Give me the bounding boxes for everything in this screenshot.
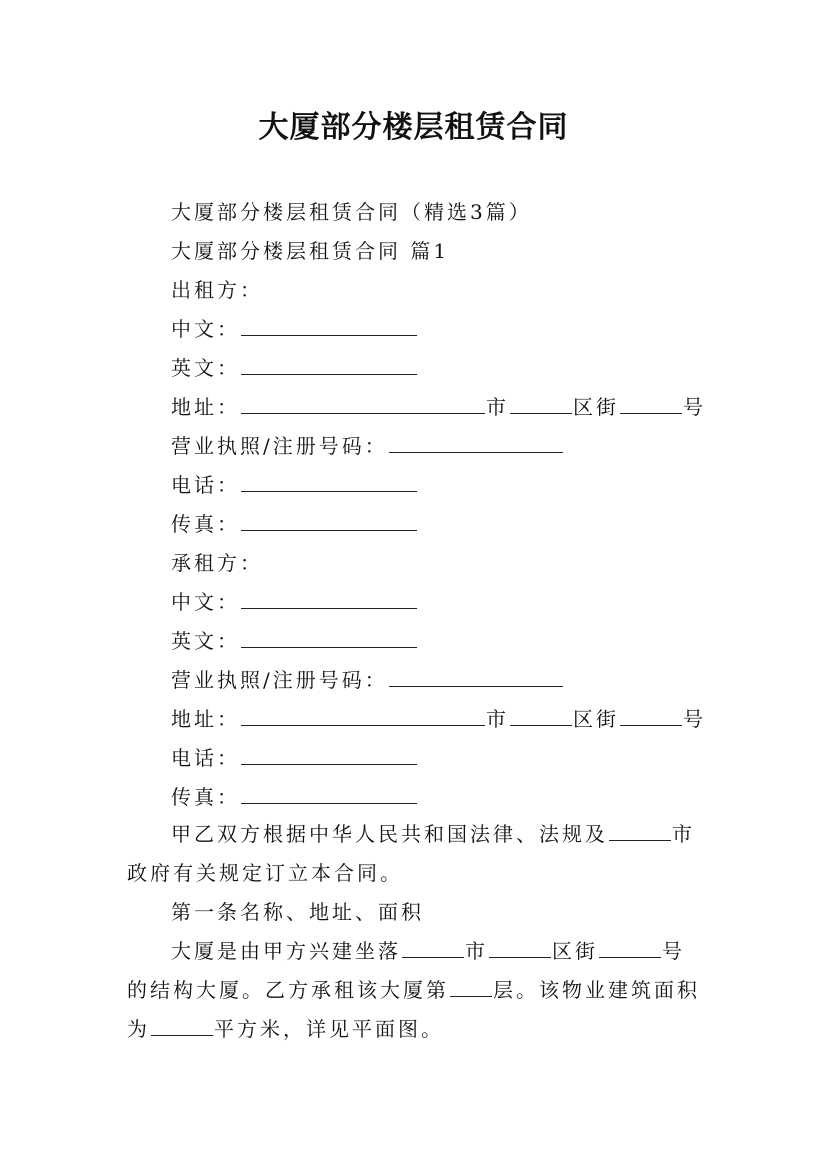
lessor-english-blank [241, 356, 417, 375]
lessee-district-label: 区街 [573, 707, 619, 731]
lessor-heading: 出租方： [171, 278, 263, 302]
document-title: 大厦部分楼层租赁合同 [258, 110, 569, 145]
article1-city-blank [402, 939, 464, 958]
lessor-address-label: 地址： [171, 395, 240, 419]
lessor-license-blank [389, 434, 563, 453]
article1-text-e: 层。该物业建筑面积为 [127, 978, 700, 1041]
article1-text-c: 区街 [552, 939, 598, 963]
lessee-license-label: 营业执照/注册号码： [171, 668, 388, 692]
lessee-city-blank [510, 707, 572, 726]
article1-title: 第一条名称、地址、面积 [171, 900, 424, 924]
article1-text-a: 大厦是由甲方兴建坐落 [171, 939, 401, 963]
lessor-district-blank [620, 395, 682, 414]
lessee-phone-row [171, 746, 418, 770]
lessee-fax-row [171, 785, 418, 809]
article1-text-d: 号的结构大厦。乙方承租该大厦第 [127, 939, 685, 1002]
article1-area-blank [151, 1017, 213, 1036]
lessor-district-label: 区街 [573, 395, 619, 419]
lessee-chinese-row [171, 590, 418, 614]
article1-floor-blank [450, 978, 492, 997]
lessee-english-row [171, 629, 418, 653]
article1-district-blank [489, 939, 551, 958]
lessee-address-row [171, 707, 706, 731]
agreement-text-b: 市政府有关规定订立本合同。 [127, 822, 695, 885]
lessor-fax-blank [241, 512, 417, 531]
lessor-phone-label: 电话： [171, 473, 240, 497]
lessee-license-blank [389, 668, 563, 687]
lessor-fax-label: 传真： [171, 512, 240, 536]
lessor-chinese-label: 中文： [171, 317, 240, 341]
article1-number-blank [599, 939, 661, 958]
lessee-fax-label: 传真： [171, 785, 240, 809]
lessor-phone-blank [241, 473, 417, 492]
article1-text-b: 市 [465, 939, 488, 963]
lessee-address-label: 地址： [171, 707, 240, 731]
agreement-text-a: 甲乙双方根据中华人民共和国法律、法规及 [171, 822, 608, 846]
agreement-city-blank [609, 822, 671, 841]
lessor-fax-row [171, 512, 418, 536]
lessee-fax-blank [241, 785, 417, 804]
document-subtitle: 大厦部分楼层租赁合同（精选3篇） [171, 200, 532, 224]
lessee-english-label: 英文： [171, 629, 240, 653]
lessor-english-label: 英文： [171, 356, 240, 380]
lessor-license-row [171, 434, 564, 458]
lessor-license-label: 营业执照/注册号码： [171, 434, 388, 458]
lessor-english-row [171, 356, 418, 380]
lessee-chinese-blank [241, 590, 417, 609]
article1-text-f: 平方米，详见平面图。 [214, 1017, 444, 1041]
section-heading: 大厦部分楼层租赁合同 篇1 [171, 239, 450, 263]
lessor-chinese-row [171, 317, 418, 341]
lessor-city-blank [510, 395, 572, 414]
lessor-phone-row [171, 473, 418, 497]
lessee-license-row [171, 668, 564, 692]
article1-paragraph [127, 932, 707, 1049]
lessee-number-label: 号 [683, 707, 706, 731]
lessee-phone-blank [241, 746, 417, 765]
lessee-english-blank [241, 629, 417, 648]
lessee-chinese-label: 中文： [171, 590, 240, 614]
lessor-address-row [171, 395, 706, 419]
lessor-city-label: 市 [486, 395, 509, 419]
lessor-chinese-blank [241, 317, 417, 336]
agreement-paragraph [127, 815, 707, 893]
lessee-district-blank [620, 707, 682, 726]
lessor-address-blank [241, 395, 485, 414]
lessor-number-label: 号 [683, 395, 706, 419]
lessee-phone-label: 电话： [171, 746, 240, 770]
lessee-address-blank [241, 707, 485, 726]
lessee-city-label: 市 [486, 707, 509, 731]
lessee-heading: 承租方： [171, 551, 263, 575]
